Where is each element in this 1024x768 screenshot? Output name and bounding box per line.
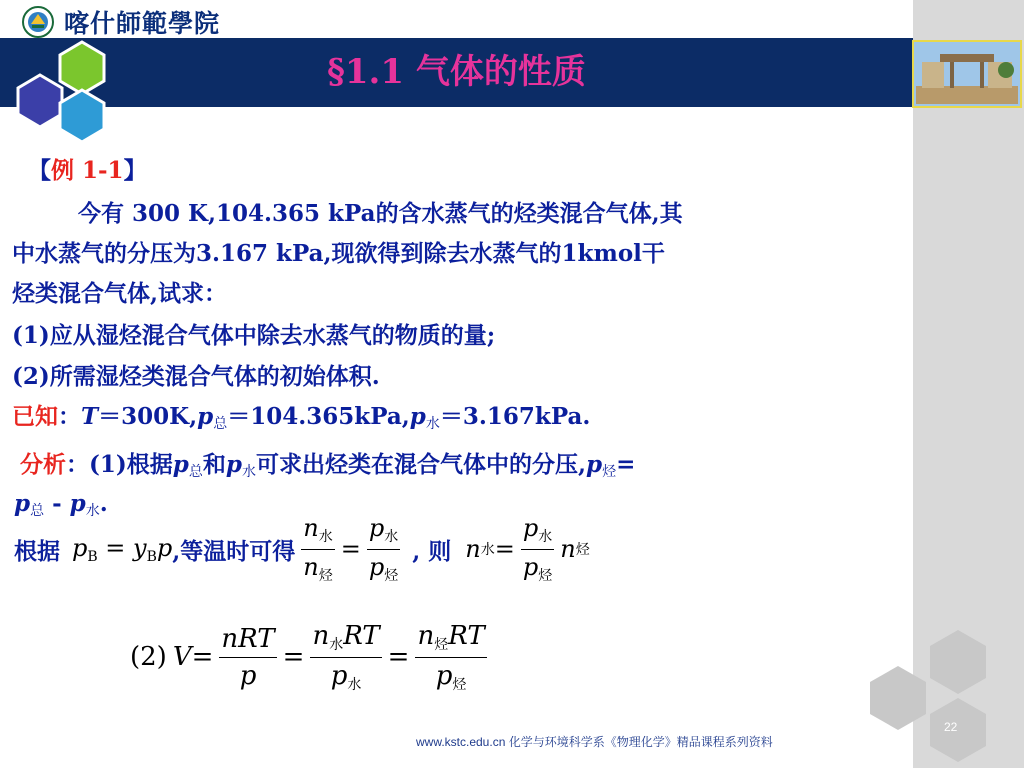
- equals-sign: =: [191, 642, 214, 672]
- symbol-n: n: [465, 535, 481, 563]
- decorative-gray-hexagons: [860, 628, 1010, 768]
- symbol-p-water: p: [69, 490, 86, 517]
- symbol-nRT: nRT: [219, 624, 276, 658]
- symbol-p-total: p: [172, 451, 189, 478]
- equals-sign: =: [282, 642, 305, 672]
- value-T: ＝300K,: [98, 403, 198, 430]
- symbol-p: p: [368, 552, 385, 581]
- subscript-water: 水: [85, 503, 100, 519]
- subscript-total: 总: [213, 416, 228, 432]
- example-number: 例 1-1: [51, 157, 124, 184]
- subscript-hc: 烃: [318, 567, 333, 584]
- subscript-water: 水: [347, 676, 362, 693]
- symbol-p: p: [368, 513, 385, 542]
- symbol-n: n: [303, 513, 319, 542]
- analysis-equals: =: [616, 451, 636, 478]
- fraction-nhc-RT: [415, 621, 486, 694]
- equals-sign: =: [494, 535, 515, 563]
- footer-url[interactable]: www.kstc.edu.cn: [416, 735, 506, 749]
- subscript-water: 水: [329, 636, 344, 653]
- symbol-V: V: [172, 642, 192, 672]
- subscript-hc: 烃: [434, 636, 449, 653]
- symbol-pB: p: [72, 533, 88, 562]
- symbol-n: n: [417, 620, 435, 651]
- symbol-p: p: [239, 660, 257, 691]
- symbol-n: n: [560, 535, 576, 563]
- problem-line-2: 中水蒸气的分压为3.167 kPa,现欲得到除去水蒸气的1kmol干: [12, 240, 665, 267]
- equals-sign: =: [97, 533, 134, 562]
- formula-row-1: [14, 504, 590, 594]
- symbol-p-total: p: [197, 403, 214, 430]
- subscript-hc: 烃: [538, 567, 553, 584]
- symbol-yB: y: [133, 533, 147, 562]
- formula-lead: 根据: [14, 537, 60, 565]
- footer: [416, 733, 773, 750]
- dalton-equation: [72, 534, 172, 565]
- school-logo-text: 喀什師範學院: [64, 9, 221, 38]
- symbol-p: p: [522, 513, 539, 542]
- question-1: (1)应从湿烃混合气体中除去水蒸气的物质的量;: [12, 322, 496, 349]
- question-2: (2)所需湿烃类混合气体的初始体积.: [12, 363, 380, 390]
- ratio-equation: [295, 514, 406, 585]
- symbol-p: p: [435, 660, 453, 691]
- subscript-water: 水: [318, 528, 333, 545]
- symbol-RT: RT: [343, 620, 380, 651]
- subscript-water: 水: [425, 416, 440, 432]
- n-water-equation: [465, 514, 589, 585]
- decorative-hexagons: [0, 40, 130, 150]
- bracket-open: 【: [28, 157, 51, 184]
- analysis-text-2: 可求出烃类在混合气体中的分压,: [255, 451, 586, 478]
- symbol-p: p: [330, 660, 348, 691]
- equals-sign: =: [387, 642, 410, 672]
- symbol-p: p: [522, 552, 539, 581]
- problem-line-3: 烃类混合气体,试求：: [12, 280, 228, 307]
- subscript-hc: 烃: [384, 567, 399, 584]
- formula-row-2: [130, 612, 493, 702]
- known-label: 已知: [12, 403, 58, 430]
- analysis-minus: -: [44, 490, 70, 517]
- formula-mid-text: ,等温时可得: [172, 537, 296, 565]
- analysis-line-1: [20, 446, 635, 481]
- fraction-p-ratio: [367, 514, 400, 585]
- symbol-p-water: p: [225, 451, 242, 478]
- symbol-n: n: [303, 552, 319, 581]
- known-values: [12, 398, 590, 433]
- symbol-p-water: p: [409, 403, 426, 430]
- value-p-total: ＝104.365kPa,: [227, 403, 410, 430]
- subscript-water: 水: [241, 464, 256, 480]
- subscript-water: 水: [480, 542, 495, 558]
- fraction-nRT-p: [219, 624, 276, 691]
- footer-dept: 化学与环境科学系《物理化学》精品课程系列资料: [508, 735, 773, 749]
- subscript-water: 水: [538, 528, 553, 545]
- problem-line-1: 今有 300 K,104.365 kPa的含水蒸气的烃类混合气体,其: [78, 200, 683, 227]
- analysis-label: 分析: [20, 451, 66, 478]
- subscript-water: 水: [384, 528, 399, 545]
- symbol-T: T: [81, 403, 99, 430]
- subscript-hc: 烃: [602, 464, 617, 480]
- symbol-RT: RT: [448, 620, 485, 651]
- symbol-p-hc: p: [585, 451, 603, 478]
- school-emblem-icon: [22, 6, 54, 38]
- value-p-water: ＝3.167kPa.: [439, 403, 591, 430]
- example-label: [28, 152, 147, 185]
- analysis-text-1: (1)根据: [89, 451, 173, 478]
- symbol-p: p: [156, 533, 173, 562]
- fraction-p-ratio-2: [521, 514, 554, 585]
- subscript-total: 总: [30, 503, 45, 519]
- subscript-B: B: [87, 548, 98, 565]
- subscript-total: 总: [188, 464, 203, 480]
- analysis-colon: ：: [66, 451, 89, 478]
- subscript-hc: 烃: [452, 676, 467, 693]
- symbol-n: n: [312, 620, 330, 651]
- fraction-nwater-RT: [310, 621, 381, 694]
- known-colon: ：: [58, 403, 81, 430]
- analysis-period: .: [99, 490, 108, 517]
- subscript-hc: 烃: [575, 542, 590, 558]
- symbol-p-total: p: [14, 490, 31, 517]
- formula-then: , 则: [412, 537, 452, 565]
- page-title: §1.1 气体的性质: [327, 52, 586, 92]
- page-number: 22: [944, 720, 958, 734]
- campus-gate-photo: [912, 40, 1022, 108]
- equals-sign: =: [340, 535, 361, 563]
- subscript-B: B: [146, 548, 157, 565]
- bracket-close: 】: [123, 157, 147, 184]
- fraction-n-ratio: [301, 514, 334, 585]
- analysis-and: 和: [202, 451, 226, 478]
- part-2-label: (2): [130, 642, 167, 672]
